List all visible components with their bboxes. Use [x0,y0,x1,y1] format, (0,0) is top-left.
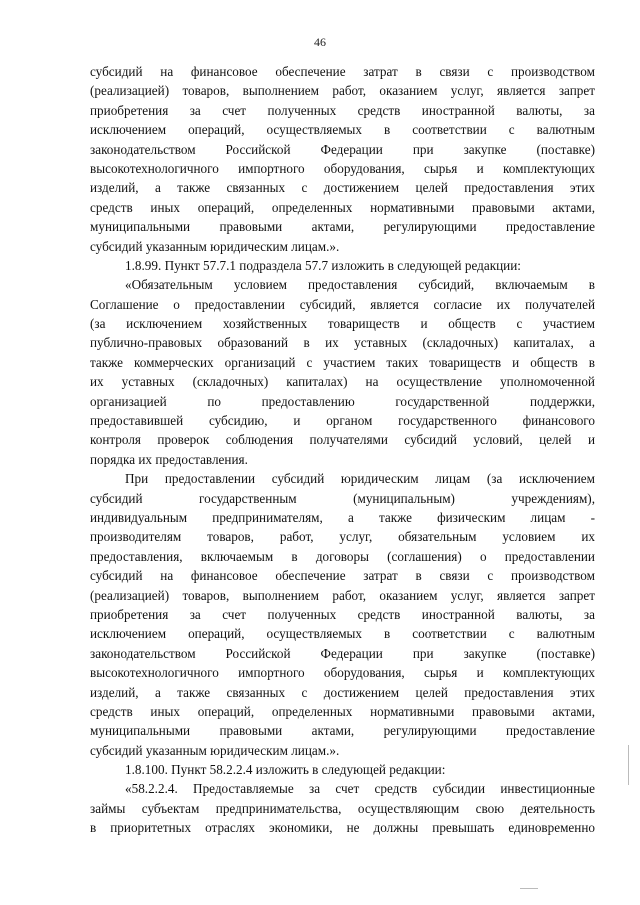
text-line: средств иных операций, определенных нормативными правовыми актами, [90,703,595,719]
text-line: также коммерческих организаций с участием таких товариществ и обществ в [90,354,595,370]
text-line: «58.2.2.4. Предоставляемые за счет средств субсидии инвестиционные [125,781,595,797]
text-line: исключением операций, осуществляемых в соответствии с валютным [90,122,595,138]
text-line: субсидий указанным юридическим лицам.». [90,742,340,758]
text-line: высокотехнологичного импортного оборудования, сырья и комплектующих [90,160,595,176]
text-line: высокотехнологичного импортного оборудования, сырья и комплектующих [90,665,595,681]
text-line: 1.8.100. Пункт 58.2.2.4 изложить в следующей редакции: [125,762,446,778]
text-line: их уставных (складочных) капиталах) на осуществление уполномоченной [90,374,595,390]
text-line: «Обязательным условием предоставления субсидий, включаемым в [125,277,595,293]
text-line: (за исключением хозяйственных товариществ и обществ с участием [90,316,595,332]
text-line: При предоставлении субсидий юридическим лицам (за исключением [125,471,595,487]
text-line: субсидий на финансовое обеспечение затрат в связи с производством [90,64,595,79]
text-line: законодательством Российской Федерации при закупке (поставке) [90,645,595,661]
text-line: средств иных операций, определенных нормативными правовыми актами, [90,199,595,215]
text-line: (реализацией) товаров, выполнением работ, оказанием услуг, является запрет [90,83,595,99]
text-line: займы субъектам предпринимательства, осуществляющим свою деятельность [90,800,595,816]
text-line: индивидуальным предпринимателям, а также физическим лицам - [90,509,595,525]
text-line: публично-правовых образований в их уставных (складочных) капиталах, а [90,335,595,351]
text-line: приобретения за счет полученных средств иностранной валюты, за [90,102,595,118]
text-line: (реализацией) товаров, выполнением работ, оказанием услуг, является запрет [90,587,595,603]
text-line: предоставившей субсидию, и органом государственного финансового [90,413,595,429]
text-line: субсидий указанным юридическим лицам.». [90,238,340,254]
text-line: муниципальными правовыми актами, регулирующими предоставление [90,723,595,739]
text-line: 1.8.99. Пункт 57.7.1 подраздела 57.7 изложить в следующей редакции: [125,257,521,273]
text-line: контроля проверок соблюдения получателями субсидий условий, целей и [90,432,595,448]
text-line: приобретения за счет полученных средств иностранной валюты, за [90,606,595,622]
page-number: 46 [314,35,326,49]
text-line: Соглашение о предоставлении субсидий, является согласие их получателей [90,296,595,312]
scan-artifact [520,888,538,889]
text-line: изделий, а также связанных с достижением целей предоставления этих [90,684,595,700]
document-body [90,62,595,838]
text-line: исключением операций, осуществляемых в соответствии с валютным [90,626,595,642]
text-line: предоставления, включаемым в договоры (соглашения) о предоставлении [90,548,595,564]
text-line: субсидий государственным (муниципальным) учреждениям), [90,490,595,506]
text-line: изделий, а также связанных с достижением целей предоставления этих [90,180,595,196]
text-line: производителям товаров, работ, услуг, обязательным условием их [90,529,595,545]
scan-artifact [628,745,629,785]
text-line: в приоритетных отраслях экономики, не должны превышать единовременно [90,820,595,836]
text-line: законодательством Российской Федерации при закупке (поставке) [90,141,595,157]
text-line: субсидий на финансовое обеспечение затрат в связи с производством [90,568,595,584]
text-line: организацией по предоставлению государственной поддержки, [90,393,595,409]
text-line: порядка их предоставления. [90,451,248,467]
text-line: муниципальными правовыми актами, регулирующими предоставление [90,219,595,235]
